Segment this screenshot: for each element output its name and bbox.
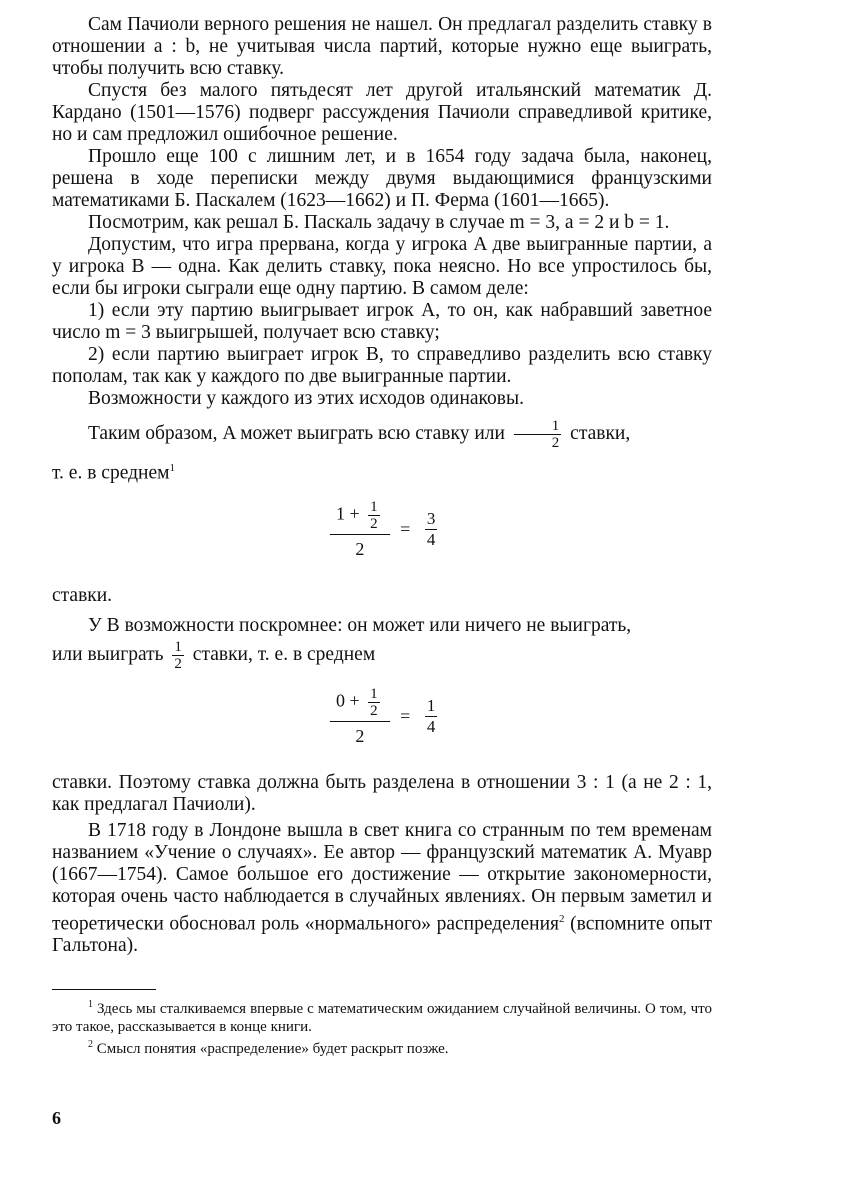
footnote-ref-1: 1: [169, 462, 175, 474]
footnote-divider: [52, 989, 156, 990]
paragraph-pascal-fermat: Прошло еще 100 с лишним лет, и в 1654 году задача была, наконец, решена в ходе переписки между двумя выдающимися французскими математиками Б. Паскалем (1623—1662) и П. Ферма (1601—1665).: [52, 146, 712, 211]
formula-a-expectation: 1 + $\frac{1}{2}$ 2 = $\frac{3}{4}$: [52, 499, 712, 579]
paragraph-b-win-half: или выиграть $\frac{1}{2}$ ставки, т. е. в среднем: [52, 638, 376, 672]
paragraph-ratio: ставки. Поэтому ставка должна быть разделена в отношении 3 : 1 (а не 2 : 1, как предлагал Пачиоли).: [52, 771, 712, 815]
paragraph-de-moivre: В 1718 году в Лондоне вышла в свет книга со странным по тем временам названием «Учение о случаях». Ее автор — французский математик А. Муавр (1667—1754). Самое большое его достижение — открытие закономерности, которая очень часто наблюдается в случайных явлениях. Он первым заметил и теоретически обосновал роль «нормального» распределения$^2$ (вспомните опыт Гальтона).: [52, 819, 712, 956]
paragraph-pacioli: Сам Пачиоли верного решения не нашел. Он предлагал разделить ставку в отношении a : b, не учитывая числа партий, которые нужно еще выиграть, чтобы получить всю ставку.: [52, 14, 712, 79]
paragraph-a-expectation: Таким образом, A может выиграть всю ставку или $\frac{1}{2}$ ставки,: [88, 418, 631, 451]
paragraph-pascal-case: Посмотрим, как решал Б. Паскаль задачу в случае m = 3, a = 2 и b = 1.: [88, 212, 670, 233]
paragraph-cardano: Спустя без малого пятьдесят лет другой итальянский математик Д. Кардано (1501—1576) подверг рассуждения Пачиоли справедливой критике, но и сам предложил ошибочное решение.: [52, 80, 712, 145]
paragraph-case-2: 2) если партию выиграет игрок B, то справедливо разделить всю ставку пополам, так как у каждого по две выигранные партии.: [52, 344, 712, 387]
paragraph-b-expectation: У B возможности поскромнее: он может или ничего не выиграть,: [88, 614, 632, 636]
page-body: [52, 14, 712, 1058]
footnote-2: $^2$ Смысл понятия «распределение» будет раскрыт позже.: [88, 1039, 449, 1057]
paragraph-stake-1: ставки.: [52, 584, 113, 606]
footnote-ref-2: 2: [559, 912, 565, 925]
paragraph-case-1: 1) если эту партию выигрывает игрок A, то он, как набравший заветное число m = 3 выигрышей, получает всю ставку;: [52, 300, 712, 343]
page-number: 6: [52, 1108, 61, 1128]
paragraph-equal-chances: Возможности у каждого из этих исходов одинаковы.: [88, 388, 524, 409]
paragraph-on-average: т. е. в среднем$^1$: [52, 462, 175, 484]
fraction-one-half: $\frac{1}{2}$: [514, 418, 562, 451]
paragraph-game-interrupted: Допустим, что игра прервана, когда у игрока A две выигранные партии, а у игрока B — одна. Как делить ставку, пока неясно. Но все упростилось бы, если бы игроки сыграли еще одну партию. В самом деле:: [52, 234, 712, 299]
formula-b-expectation: 0 + $\frac{1}{2}$ 2 = $\frac{1}{4}$: [52, 686, 712, 766]
footnote-1: $^1$ Здесь мы сталкиваемся впервые с математическим ожиданием случайной величины. О том, что это такое, рассказывается в конце книги.: [52, 999, 712, 1035]
